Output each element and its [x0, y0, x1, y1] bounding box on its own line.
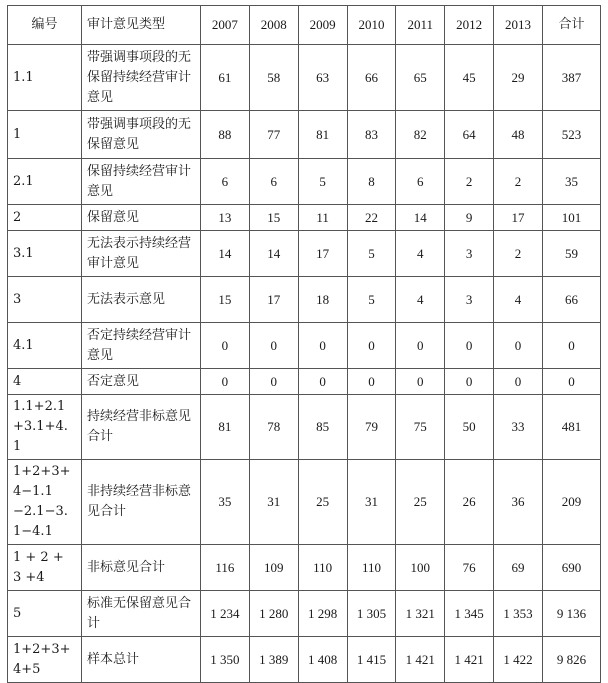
cell-2008: 17 — [249, 277, 298, 323]
cell-2011: 82 — [396, 111, 445, 159]
cell-2009: 110 — [298, 545, 347, 591]
table-row — [8, 231, 601, 277]
row-code: 1+2+3+4+5 — [8, 637, 82, 683]
table-row — [8, 369, 601, 395]
cell-2008: 0 — [249, 369, 298, 395]
row-opinion-type: 样本总计 — [82, 637, 201, 683]
cell-2009: 85 — [298, 395, 347, 460]
row-code: 2 — [8, 205, 82, 231]
cell-2008: 14 — [249, 231, 298, 277]
cell-total: 9 826 — [543, 637, 601, 683]
row-code: 4.1 — [8, 323, 82, 369]
row-code: 1 + 2 + 3 +4 — [8, 545, 82, 591]
row-opinion-type: 带强调事项段的无保留意见 — [82, 111, 201, 159]
cell-total: 0 — [543, 369, 601, 395]
cell-2013: 69 — [494, 545, 543, 591]
header-total: 合计 — [543, 6, 601, 45]
cell-2011: 65 — [396, 45, 445, 111]
table-row — [8, 277, 601, 323]
cell-2012: 1 421 — [445, 637, 494, 683]
row-opinion-type: 无法表示意见 — [82, 277, 201, 323]
table-row — [8, 159, 601, 205]
header-code: 编号 — [8, 6, 82, 45]
header-2011: 2011 — [396, 6, 445, 45]
cell-2012: 9 — [445, 205, 494, 231]
cell-2008: 78 — [249, 395, 298, 460]
row-opinion-type: 保留意见 — [82, 205, 201, 231]
cell-total: 9 136 — [543, 591, 601, 637]
table-row — [8, 395, 601, 460]
row-opinion-type: 否定意见 — [82, 369, 201, 395]
cell-total: 387 — [543, 45, 601, 111]
cell-2011: 1 321 — [396, 591, 445, 637]
cell-2007: 81 — [201, 395, 250, 460]
row-code: 1.1 — [8, 45, 82, 111]
cell-2009: 0 — [298, 323, 347, 369]
cell-2013: 29 — [494, 45, 543, 111]
cell-2012: 1 345 — [445, 591, 494, 637]
row-code: 1+2+3+4−1.1−2.1−3.1−4.1 — [8, 460, 82, 545]
cell-2007: 15 — [201, 277, 250, 323]
table-row — [8, 45, 601, 111]
cell-2007: 116 — [201, 545, 250, 591]
cell-2009: 1 408 — [298, 637, 347, 683]
cell-2011: 0 — [396, 369, 445, 395]
cell-2009: 81 — [298, 111, 347, 159]
cell-2010: 8 — [347, 159, 396, 205]
cell-2012: 50 — [445, 395, 494, 460]
cell-2013: 48 — [494, 111, 543, 159]
table-row — [8, 591, 601, 637]
header-2013: 2013 — [494, 6, 543, 45]
cell-total: 481 — [543, 395, 601, 460]
cell-2007: 6 — [201, 159, 250, 205]
audit-opinion-table — [7, 5, 601, 683]
cell-2009: 11 — [298, 205, 347, 231]
row-code: 5 — [8, 591, 82, 637]
cell-total: 66 — [543, 277, 601, 323]
cell-2009: 18 — [298, 277, 347, 323]
cell-2013: 2 — [494, 231, 543, 277]
cell-2011: 1 421 — [396, 637, 445, 683]
cell-2009: 1 298 — [298, 591, 347, 637]
row-opinion-type: 非持续经营非标意见合计 — [82, 460, 201, 545]
cell-2007: 88 — [201, 111, 250, 159]
cell-2012: 64 — [445, 111, 494, 159]
table-row — [8, 111, 601, 159]
cell-2009: 17 — [298, 231, 347, 277]
cell-2008: 31 — [249, 460, 298, 545]
cell-2012: 45 — [445, 45, 494, 111]
cell-2010: 22 — [347, 205, 396, 231]
cell-2011: 25 — [396, 460, 445, 545]
header-type: 审计意见类型 — [82, 6, 201, 45]
row-code: 2.1 — [8, 159, 82, 205]
cell-2012: 0 — [445, 323, 494, 369]
cell-2010: 0 — [347, 369, 396, 395]
cell-2012: 76 — [445, 545, 494, 591]
table-body — [8, 45, 601, 683]
cell-2011: 0 — [396, 323, 445, 369]
cell-2010: 0 — [347, 323, 396, 369]
row-code: 1.1+2.1+3.1+4.1 — [8, 395, 82, 460]
cell-2013: 0 — [494, 369, 543, 395]
cell-2010: 5 — [347, 277, 396, 323]
row-opinion-type: 保留持续经营审计意见 — [82, 159, 201, 205]
row-opinion-type: 无法表示持续经营审计意见 — [82, 231, 201, 277]
header-2012: 2012 — [445, 6, 494, 45]
cell-2012: 3 — [445, 277, 494, 323]
cell-2011: 6 — [396, 159, 445, 205]
cell-2009: 25 — [298, 460, 347, 545]
cell-2008: 6 — [249, 159, 298, 205]
cell-2012: 2 — [445, 159, 494, 205]
cell-2010: 79 — [347, 395, 396, 460]
cell-total: 523 — [543, 111, 601, 159]
cell-2007: 61 — [201, 45, 250, 111]
row-opinion-type: 非标意见合计 — [82, 545, 201, 591]
table-row — [8, 545, 601, 591]
cell-2013: 36 — [494, 460, 543, 545]
cell-2011: 4 — [396, 231, 445, 277]
cell-2009: 63 — [298, 45, 347, 111]
cell-2007: 0 — [201, 323, 250, 369]
cell-2007: 1 234 — [201, 591, 250, 637]
cell-2010: 83 — [347, 111, 396, 159]
row-opinion-type: 否定持续经营审计意见 — [82, 323, 201, 369]
row-opinion-type: 标准无保留意见合计 — [82, 591, 201, 637]
cell-2008: 58 — [249, 45, 298, 111]
table-row — [8, 637, 601, 683]
cell-2013: 1 353 — [494, 591, 543, 637]
cell-2009: 5 — [298, 159, 347, 205]
cell-2007: 14 — [201, 231, 250, 277]
cell-2007: 35 — [201, 460, 250, 545]
cell-2008: 77 — [249, 111, 298, 159]
header-2008: 2008 — [249, 6, 298, 45]
table-row — [8, 323, 601, 369]
cell-2007: 0 — [201, 369, 250, 395]
cell-2008: 1 280 — [249, 591, 298, 637]
cell-total: 0 — [543, 323, 601, 369]
row-code: 1 — [8, 111, 82, 159]
cell-2008: 1 389 — [249, 637, 298, 683]
header-2007: 2007 — [201, 6, 250, 45]
cell-2008: 0 — [249, 323, 298, 369]
row-opinion-type: 带强调事项段的无保留持续经营审计意见 — [82, 45, 201, 111]
header-2010: 2010 — [347, 6, 396, 45]
cell-2010: 66 — [347, 45, 396, 111]
row-code: 3.1 — [8, 231, 82, 277]
cell-2013: 1 422 — [494, 637, 543, 683]
cell-2013: 0 — [494, 323, 543, 369]
cell-2010: 1 305 — [347, 591, 396, 637]
cell-2012: 26 — [445, 460, 494, 545]
cell-2013: 17 — [494, 205, 543, 231]
cell-2011: 75 — [396, 395, 445, 460]
cell-2010: 110 — [347, 545, 396, 591]
cell-2009: 0 — [298, 369, 347, 395]
cell-2013: 33 — [494, 395, 543, 460]
cell-2007: 1 350 — [201, 637, 250, 683]
cell-2008: 15 — [249, 205, 298, 231]
cell-2011: 100 — [396, 545, 445, 591]
cell-2010: 31 — [347, 460, 396, 545]
header-2009: 2009 — [298, 6, 347, 45]
cell-2011: 14 — [396, 205, 445, 231]
table-row — [8, 460, 601, 545]
cell-2010: 5 — [347, 231, 396, 277]
row-code: 3 — [8, 277, 82, 323]
cell-2011: 4 — [396, 277, 445, 323]
cell-2012: 3 — [445, 231, 494, 277]
header-row — [8, 6, 601, 45]
cell-2007: 13 — [201, 205, 250, 231]
cell-2008: 109 — [249, 545, 298, 591]
table-row — [8, 205, 601, 231]
cell-total: 59 — [543, 231, 601, 277]
row-opinion-type: 持续经营非标意见合计 — [82, 395, 201, 460]
cell-2013: 4 — [494, 277, 543, 323]
cell-2013: 2 — [494, 159, 543, 205]
cell-2010: 1 415 — [347, 637, 396, 683]
cell-2012: 0 — [445, 369, 494, 395]
cell-total: 101 — [543, 205, 601, 231]
cell-total: 690 — [543, 545, 601, 591]
cell-total: 209 — [543, 460, 601, 545]
row-code: 4 — [8, 369, 82, 395]
cell-total: 35 — [543, 159, 601, 205]
